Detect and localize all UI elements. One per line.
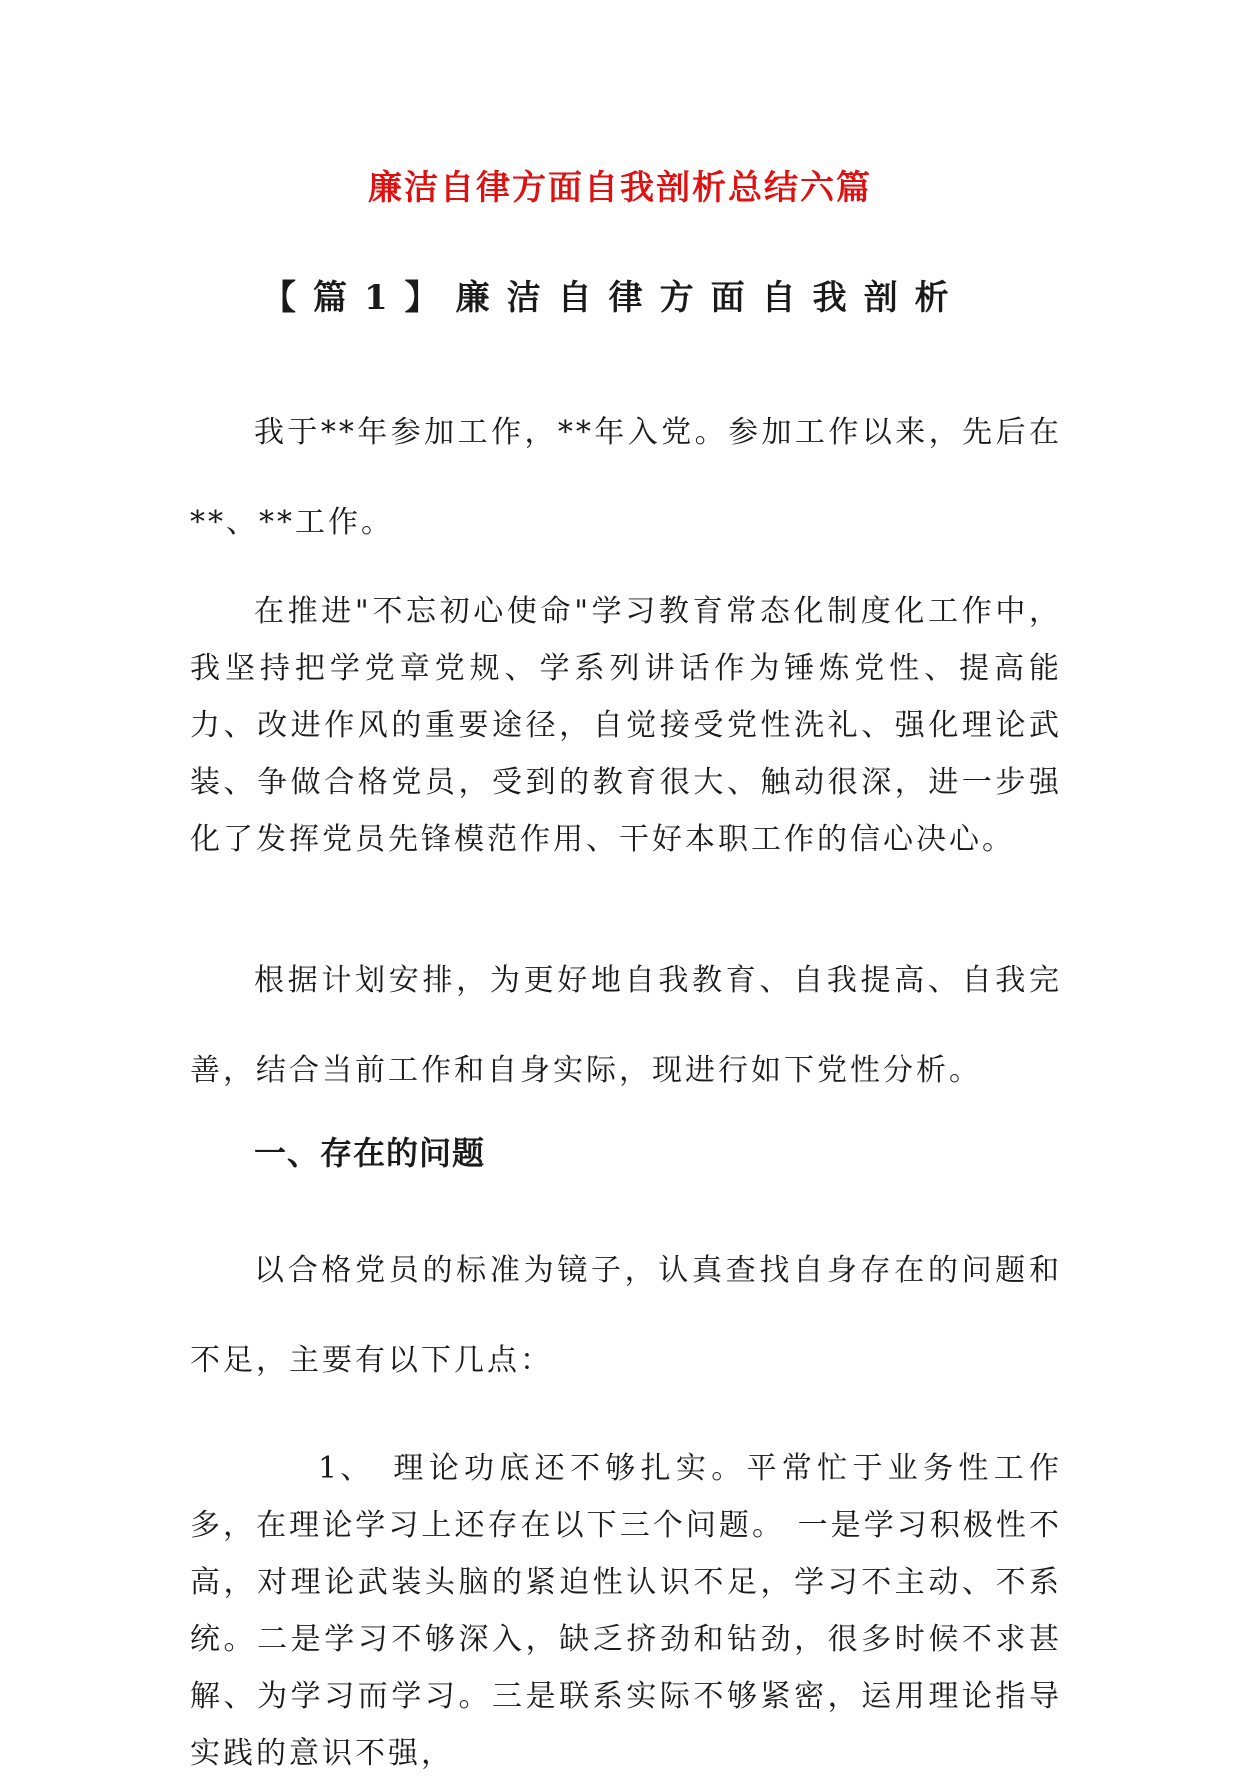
paragraph-plan: 根据计划安排，为更好地自我教育、自我提高、自我完善，结合当前工作和自身实际，现进行如下党性分析。 bbox=[190, 963, 1062, 1088]
heading-problems: 一、存在的问题 bbox=[254, 1134, 486, 1172]
paragraph-problems-intro: 以合格党员的标准为镜子，认真查找自身存在的问题和不足，主要有以下几点： bbox=[190, 1253, 1062, 1378]
paragraph-education: 在推进"不忘初心使命"学习教育常态化制度化工作中，我坚持把学党章党规、学系列讲话作为锤炼党性、提高能力、改进作风的重要途径，自觉接受党性洗礼、强化理论武装、争做合格党员，受到的教育很大、触动很深，进一步强化了发挥党员先锋模范作用、干好本职工作的信心决心。 bbox=[190, 594, 1062, 857]
list-item-text: 理论功底还不够扎实。平常忙于业务性工作多，在理论学习上还存在以下三个问题。 一是学习积极性不高，对理论武装头脑的紧迫性认识不足，学习不主动、不系统。二是学习不够深入，缺乏挤劲和钻劲，很多时候不求甚解、为学习而学习。三是联系实际不够紧密，运用理论指导实践的意识不强， bbox=[190, 1451, 1062, 1771]
paragraph-intro: 我于**年参加工作，**年入党。参加工作以来，先后在**、**工作。 bbox=[190, 415, 1062, 540]
list-item-theory bbox=[190, 1440, 1062, 1782]
section-title: 【篇1】廉洁自律方面自我剖析 bbox=[262, 278, 966, 318]
list-item-number: 1、 bbox=[318, 1451, 374, 1486]
document-title: 廉洁自律方面自我剖析总结六篇 bbox=[368, 168, 872, 208]
